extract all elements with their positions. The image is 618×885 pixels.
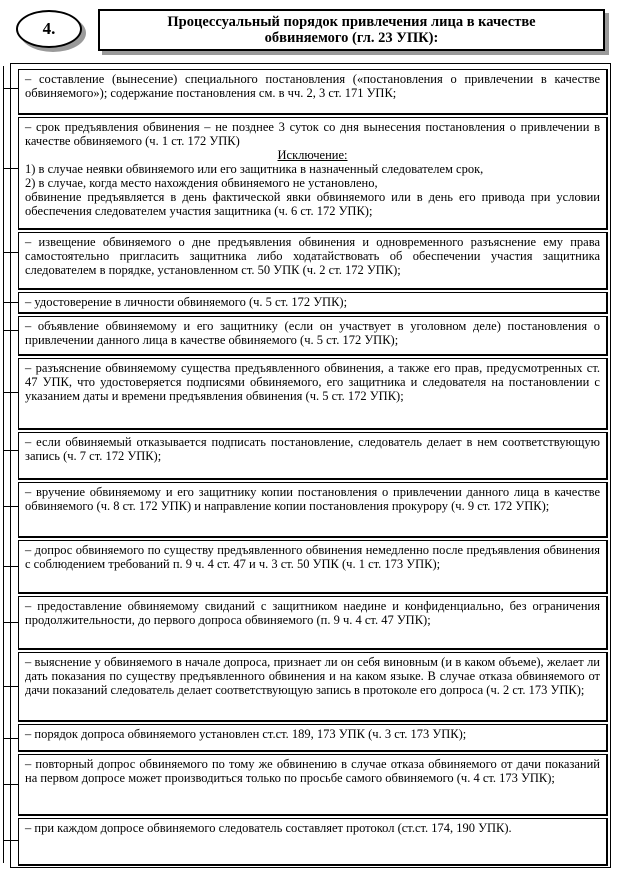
list-item bbox=[18, 818, 608, 866]
item-text: – повторный допрос обвиняемого по тому же обвинению в случае отказа обвиняемого от дачи показаний на первом допросе может производиться только по просьбе самого обвиняемого (ч. 4 ст. 173 УПК); bbox=[25, 757, 600, 785]
list-item bbox=[18, 652, 608, 722]
list-item bbox=[18, 316, 608, 356]
connector-tick bbox=[3, 88, 18, 89]
exception-line-2: 2) в случае, когда место нахождения обвиняемого не установлено, bbox=[25, 176, 378, 190]
item-text: – предоставление обвиняемому свиданий с защитником наедине и конфиденциально, без ограничения продолжительности, до первого допроса обвиняемого (п. 9 ч. 4 ст. 47 УПК); bbox=[25, 599, 600, 627]
item-text: – удостоверение в личности обвиняемого (ч. 5 ст. 172 УПК); bbox=[25, 295, 348, 309]
list-item bbox=[18, 432, 608, 480]
item-text: – срок предъявления обвинения – не позднее 3 суток со дня вынесения постановления о привлечении в качестве обвиняемого (ч. 1 ст. 172 УПК) bbox=[25, 120, 600, 148]
connector-tick bbox=[3, 566, 18, 567]
list-item bbox=[18, 232, 608, 290]
list-item bbox=[18, 69, 608, 115]
connector-trunk bbox=[3, 66, 4, 863]
item-text: – порядок допроса обвиняемого установлен ст.ст. 189, 173 УПК (ч. 3 ст. 173 УПК); bbox=[25, 727, 467, 741]
item-text: – составление (вынесение) специального постановления («постановления о привлечении в качестве обвиняемого»); содержание постановления см. в чч. 2, 3 ст. 171 УПК; bbox=[25, 72, 600, 100]
exception-line-1: 1) в случае неявки обвиняемого или его защитника в назначенный следователем срок, bbox=[25, 162, 484, 176]
item-text: – вручение обвиняемому и его защитнику копии постановления о привлечении данного лица в качестве обвиняемого (ч. 8 ст. 172 УПК) и направление копии постановления прокурору (ч. 9 ст. 172 УПК); bbox=[25, 485, 600, 513]
connector-tick bbox=[3, 840, 18, 841]
connector-tick bbox=[3, 622, 18, 623]
item-text: – допрос обвиняемого по существу предъявленного обвинения немедленно после предъявления обвинения с соблюдением требований п. 9 ч. 4 ст. 47 и ч. 3 ст. 50 УПК (ч. 1 ст. 173 УПК); bbox=[25, 543, 600, 571]
page-title: Процессуальный порядок привлечения лица в качестве обвиняемого (гл. 23 УПК): bbox=[167, 14, 536, 46]
list-item bbox=[18, 596, 608, 650]
connector-tick bbox=[3, 392, 18, 393]
item-text: – объявление обвиняемому и его защитнику (если он участвует в уголовном деле) постановления о привлечении данного лица в качестве обвиняемого (ч. 5 ст. 172 УПК); bbox=[25, 319, 600, 347]
list-item bbox=[18, 540, 608, 594]
connector-tick bbox=[3, 738, 18, 739]
list-item bbox=[18, 358, 608, 430]
connector-tick bbox=[3, 784, 18, 785]
item-text: – извещение обвиняемого о дне предъявления обвинения и одновременного разъяснение ему права самостоятельно пригласить защитника либо ходатайствовать об обеспечении участия защитника следователем в порядке, установленном ст. 50 УПК (ч. 2 ст. 172 УПК); bbox=[25, 235, 600, 277]
connector-tick bbox=[3, 302, 18, 303]
list-item bbox=[18, 754, 608, 816]
connector-tick bbox=[3, 450, 18, 451]
connector-tick bbox=[3, 686, 18, 687]
item-text: – выяснение у обвиняемого в начале допроса, признает ли он себя виновным (и в каком объеме), желает ли дать показания по существу предъявленного обвинения и на каком языке. В случае отказа обвиняемого от дачи показаний следователь делает соответствующую запись в протоколе его допроса (ч. 2 ст. 173 УПК); bbox=[25, 655, 600, 697]
connector-tick bbox=[3, 330, 18, 331]
list-item bbox=[18, 117, 608, 230]
section-number-badge bbox=[16, 10, 82, 48]
connector-tick bbox=[3, 506, 18, 507]
item-text: – разъяснение обвиняемому существа предъявленного обвинения, а также его прав, предусмотренных ст. 47 УПК, что удостоверяется подписями обвиняемого, его защитника и следователя на постановлении с указанием даты и времени предъявления обвинения (ч. 5 ст. 172 УПК); bbox=[25, 361, 600, 403]
item-text: – при каждом допросе обвиняемого следователь составляет протокол (ст.ст. 174, 190 УПК). bbox=[25, 821, 512, 835]
item-text: – если обвиняемый отказывается подписать постановление, следователь делает в нем соответствующую запись (ч. 7 ст. 172 УПК); bbox=[25, 435, 600, 463]
list-item bbox=[18, 292, 608, 314]
list-item bbox=[18, 724, 608, 752]
connector-tick bbox=[3, 252, 18, 253]
exception-heading: Исключение: bbox=[277, 148, 348, 162]
page-title-box bbox=[98, 9, 605, 51]
list-item bbox=[18, 482, 608, 538]
exception-text: обвинение предъявляется в день фактической явки обвиняемого или в день его привода при условии обеспечения следователем участия защитника (ч. 6 ст. 172 УПК); bbox=[25, 190, 600, 218]
connector-tick bbox=[3, 168, 18, 169]
section-number: 4. bbox=[42, 19, 56, 38]
